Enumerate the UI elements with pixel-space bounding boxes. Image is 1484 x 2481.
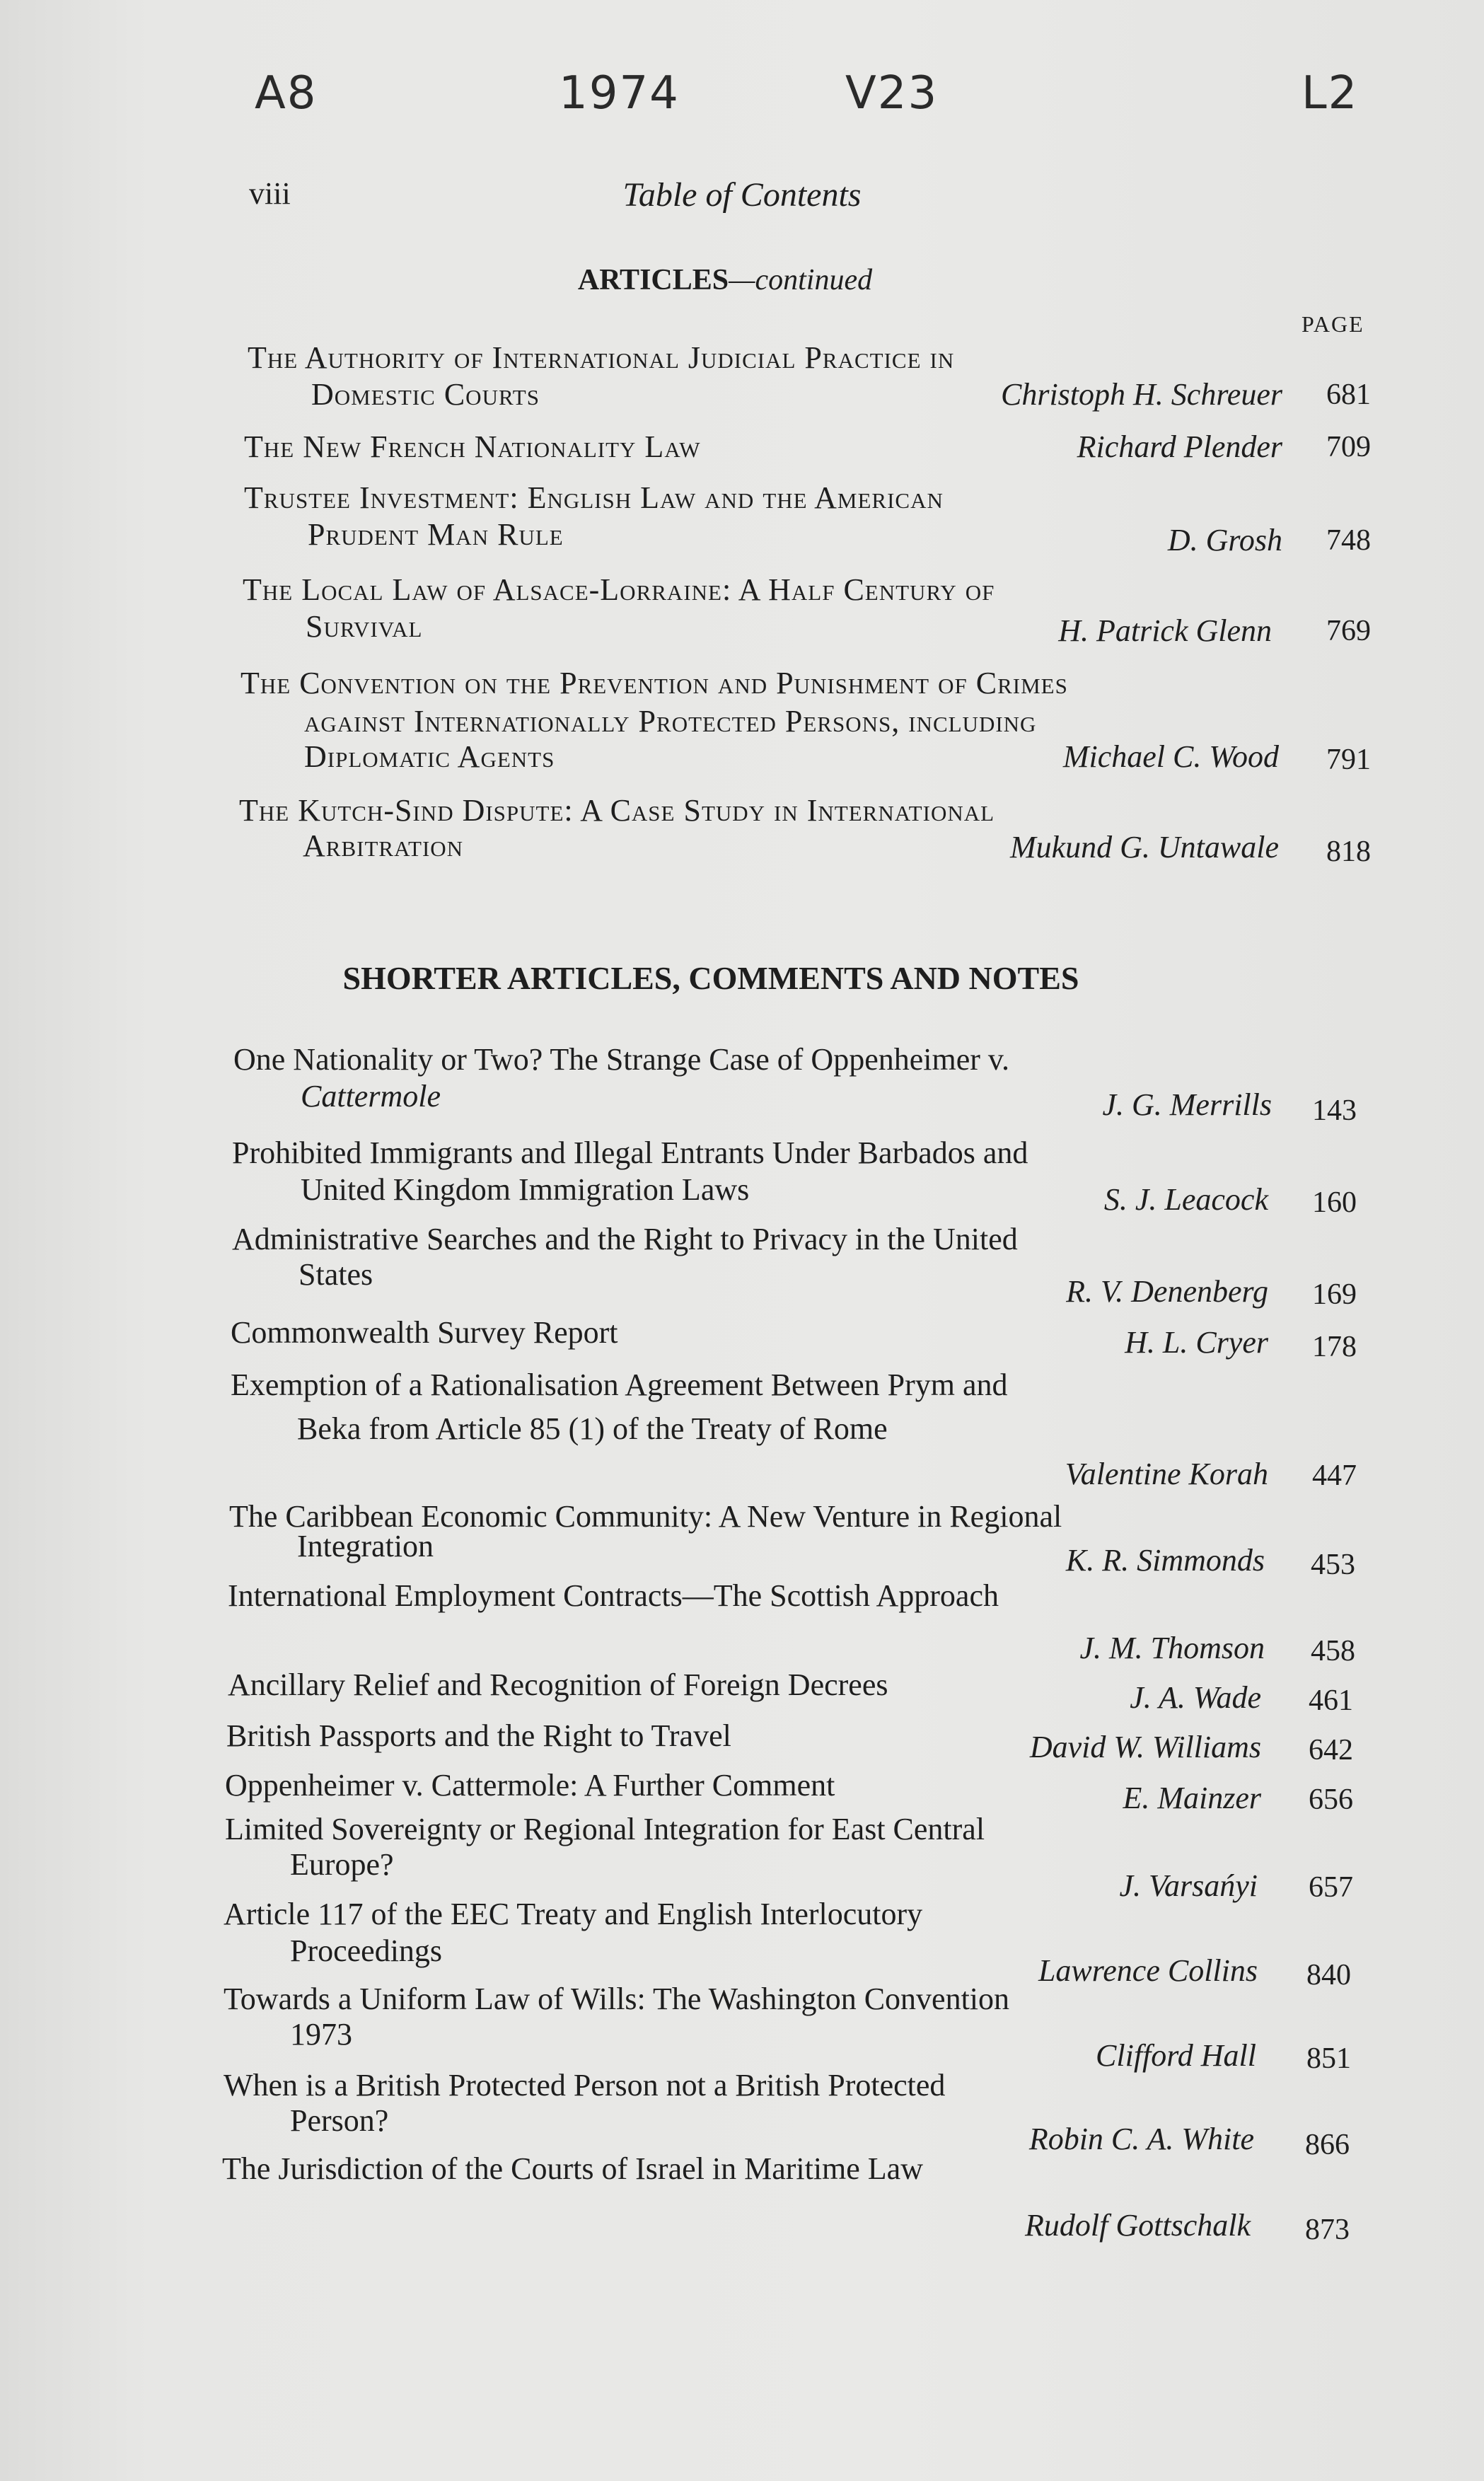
entry-author: Valentine Korah	[1065, 1457, 1268, 1491]
entry-author: K. R. Simmonds	[1065, 1543, 1265, 1578]
entry-page: 709	[1326, 431, 1371, 463]
entry-title-line: Arbitration	[303, 828, 464, 863]
entry-author: Mukund G. Untawale	[1009, 830, 1279, 864]
entry-title-line: When is a British Protected Person not a British Protected	[224, 2068, 946, 2103]
entry-title-line: The Jurisdiction of the Courts of Israel in Maritime Law	[222, 2151, 923, 2186]
entry-author: Clifford Hall	[1096, 2038, 1256, 2073]
entry-author: R. V. Denenberg	[1066, 1274, 1268, 1309]
entry-title-line: The Caribbean Economic Community: A New Venture in Regional	[229, 1499, 1062, 1534]
entry-page: 657	[1309, 1871, 1353, 1904]
articles-heading: ARTICLES—continued	[577, 264, 873, 296]
entry-page: 681	[1326, 378, 1371, 411]
entry-page: 656	[1309, 1783, 1353, 1816]
entry-page: 453	[1311, 1549, 1355, 1581]
entry-title-line: Prudent Man Rule	[308, 517, 564, 552]
running-title: Table of Contents	[622, 176, 862, 214]
entry-page: 791	[1326, 744, 1371, 776]
entry-title-line: Survival	[306, 609, 423, 644]
entry-page: 873	[1305, 2214, 1350, 2246]
entry-page: 866	[1305, 2129, 1350, 2161]
entry-title-line: United Kingdom Immigration Laws	[301, 1172, 750, 1207]
entry-author: J. A. Wade	[1130, 1680, 1261, 1715]
entry-author: J. G. Merrills	[1102, 1087, 1272, 1122]
entry-title-line: Proceedings	[290, 1933, 443, 1968]
entry-page: 461	[1309, 1684, 1353, 1717]
entry-page: 769	[1326, 615, 1371, 647]
entry-title-line: States	[298, 1257, 373, 1292]
entry-title-line: Administrative Searches and the Right to Privacy in the United	[232, 1222, 1018, 1256]
entry-page: 840	[1306, 1959, 1351, 1991]
entry-page: 447	[1312, 1459, 1357, 1492]
entry-title-line: Exemption of a Rationalisation Agreement Between Prym and	[231, 1367, 1008, 1402]
entry-title-line: against Internationally Protected Persons, including	[304, 704, 1037, 739]
entry-title-line: Towards a Uniform Law of Wills: The Washington Convention	[224, 1982, 1010, 2016]
entry-title-line: Beka from Article 85 (1) of the Treaty of Rome	[297, 1411, 888, 1446]
entry-page: 169	[1312, 1278, 1357, 1311]
entry-page: 851	[1306, 2042, 1351, 2075]
handwritten-location: L2	[1302, 67, 1359, 120]
entry-author: J. Varsańyi	[1119, 1868, 1258, 1903]
entry-author: H. Patrick Glenn	[1058, 613, 1272, 648]
entry-title-line: Cattermole	[301, 1079, 441, 1114]
entry-title-line: The New French Nationality Law	[244, 429, 701, 464]
handwritten-volume: V23	[845, 67, 939, 120]
entry-title-line: The Authority of International Judicial Practice in	[248, 340, 955, 375]
entry-author: D. Grosh	[1167, 523, 1282, 557]
entry-title-line: The Local Law of Alsace-Lorraine: A Half Century of	[243, 572, 995, 607]
entry-title-line: Person?	[290, 2103, 389, 2138]
page-column-label: PAGE	[1302, 311, 1364, 337]
entry-author: E. Mainzer	[1123, 1781, 1261, 1815]
entry-title-line: British Passports and the Right to Travel	[226, 1718, 731, 1753]
entry-title-line: Integration	[297, 1529, 434, 1563]
entry-title-line: Trustee Investment: English Law and the American	[244, 480, 944, 515]
entry-title-line: Article 117 of the EEC Treaty and English Interlocutory	[224, 1897, 923, 1931]
shorter-articles-heading: SHORTER ARTICLES, COMMENTS AND NOTES	[342, 960, 1079, 996]
entry-title-line: Ancillary Relief and Recognition of Foreign Decrees	[228, 1667, 888, 1702]
entry-author: Robin C. A. White	[1028, 2122, 1254, 2156]
entry-title-line: Commonwealth Survey Report	[231, 1315, 618, 1350]
entry-title-line: Domestic Courts	[311, 377, 540, 412]
entry-author: S. J. Leacock	[1103, 1182, 1268, 1217]
entry-title-line: The Convention on the Prevention and Punishment of Crimes	[240, 666, 1068, 700]
entry-page: 178	[1312, 1331, 1357, 1363]
entry-author: Michael C. Wood	[1062, 739, 1279, 774]
entry-page: 458	[1311, 1635, 1355, 1667]
handwritten-year: 1974	[559, 67, 680, 120]
entry-page: 143	[1312, 1094, 1357, 1127]
entry-author: H. L. Cryer	[1125, 1325, 1268, 1360]
entry-title-line: The Kutch-Sind Dispute: A Case Study in International	[239, 793, 995, 828]
entry-title-line: International Employment Contracts—The Scottish Approach	[228, 1578, 999, 1613]
entry-author: J. M. Thomson	[1079, 1631, 1265, 1665]
entry-title-line: Europe?	[290, 1847, 394, 1882]
entry-author: Richard Plender	[1077, 429, 1282, 464]
entry-title-line: Oppenheimer v. Cattermole: A Further Comment	[225, 1768, 835, 1803]
folio: viii	[249, 176, 291, 211]
entry-title-line: Limited Sovereignty or Regional Integration for East Central	[225, 1812, 985, 1846]
entry-author: David W. Williams	[1029, 1730, 1261, 1764]
entry-page: 818	[1326, 835, 1371, 868]
entry-title-line: Diplomatic Agents	[304, 739, 555, 774]
handwritten-shelf-mark: A8	[255, 67, 318, 120]
entry-page: 160	[1312, 1186, 1357, 1219]
entry-author: Christoph H. Schreuer	[1000, 377, 1282, 412]
entry-author: Rudolf Gottschalk	[1025, 2208, 1251, 2243]
entry-title-line: 1973	[290, 2017, 352, 2052]
entry-page: 748	[1326, 524, 1371, 557]
entry-title-line: Prohibited Immigrants and Illegal Entrants Under Barbados and	[232, 1135, 1028, 1170]
entry-title-line: One Nationality or Two? The Strange Case of Oppenheimer v.	[233, 1042, 1010, 1077]
entry-page: 642	[1309, 1734, 1353, 1766]
entry-author: Lawrence Collins	[1038, 1953, 1258, 1988]
